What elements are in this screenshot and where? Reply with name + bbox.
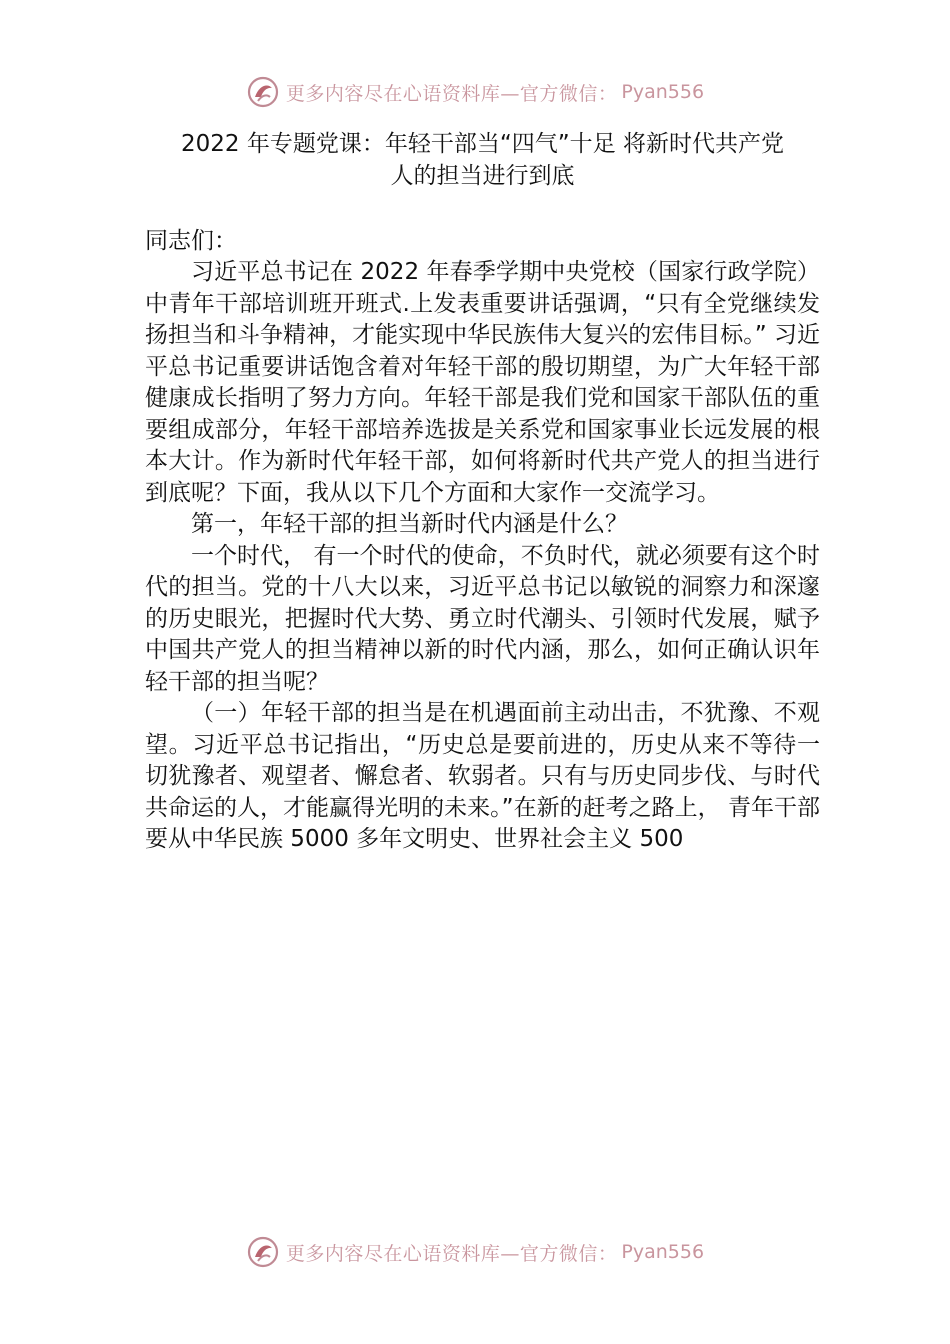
title-line-1: 2022 年专题党课：年轻干部当“四气”十足 将新时代共产党: [181, 131, 784, 157]
watermark-text: 更多内容尽在心语资料库—官方微信：: [285, 1242, 618, 1265]
paragraph-section-heading: 第一，年轻干部的担当新时代内涵是什么？: [191, 511, 628, 537]
document-body: [145, 128, 820, 856]
watermark-wechat-id: Pyan556: [621, 1241, 705, 1263]
footer-watermark: [0, 1232, 950, 1272]
paragraph-era: 一个时代， 有一个时代的使命，不负时代，就必须要有这个时代的担当。党的十八大以来，习近平总书记以敏锐的洞察力和深邃的历史眼光，把握时代大势、勇立时代潮头、引领时代发展，赋予中国共产党人的担当精神以新的时代内涵，那么，如何正确认识年轻干部的担当呢？: [145, 542, 820, 695]
greeting: 同志们：: [145, 228, 237, 254]
swirl-logo-icon: [246, 75, 280, 109]
document-title: [145, 128, 820, 192]
watermark-wechat-id: Pyan556: [621, 81, 705, 103]
paragraph-point-one: （一）年轻干部的担当是在机遇面前主动出击，不犹豫、不观望。习近平总书记指出，“历史总是要前进的，历史从来不等待一切犹豫者、观望者、懈怠者、软弱者。只有与历史同步伐、与时代共命运的人，才能赢得光明的未来。”在新的赶考之路上， 青年干部要从中华民族 5000 多年文明史、世界社会主义 500: [145, 700, 820, 852]
title-line-2: 人的担当进行到底: [390, 163, 575, 189]
paragraph-intro: 习近平总书记在 2022 年春季学期中央党校（国家行政学院） 中青年干部培训班开班式.上发表重要讲话强调，“只有全党继续发扬担当和斗争精神，才能实现中华民族伟大复兴的宏伟目标。” 习近平总书记重要讲话饱含着对年轻干部的殷切期望，为广大年轻干部健康成长指明了努力方向。年轻干部是我们党和国家干部队伍的重要组成部分，年轻干部培养选拔是关系党和国家事业长远发展的根本大计。作为新时代年轻干部，如何将新时代共产党人的担当进行到底呢？下面，我从以下几个方面和大家作一交流学习。: [145, 259, 820, 506]
swirl-logo-icon: [246, 1235, 280, 1269]
watermark-text: 更多内容尽在心语资料库—官方微信：: [285, 82, 618, 105]
header-watermark: [0, 72, 950, 112]
